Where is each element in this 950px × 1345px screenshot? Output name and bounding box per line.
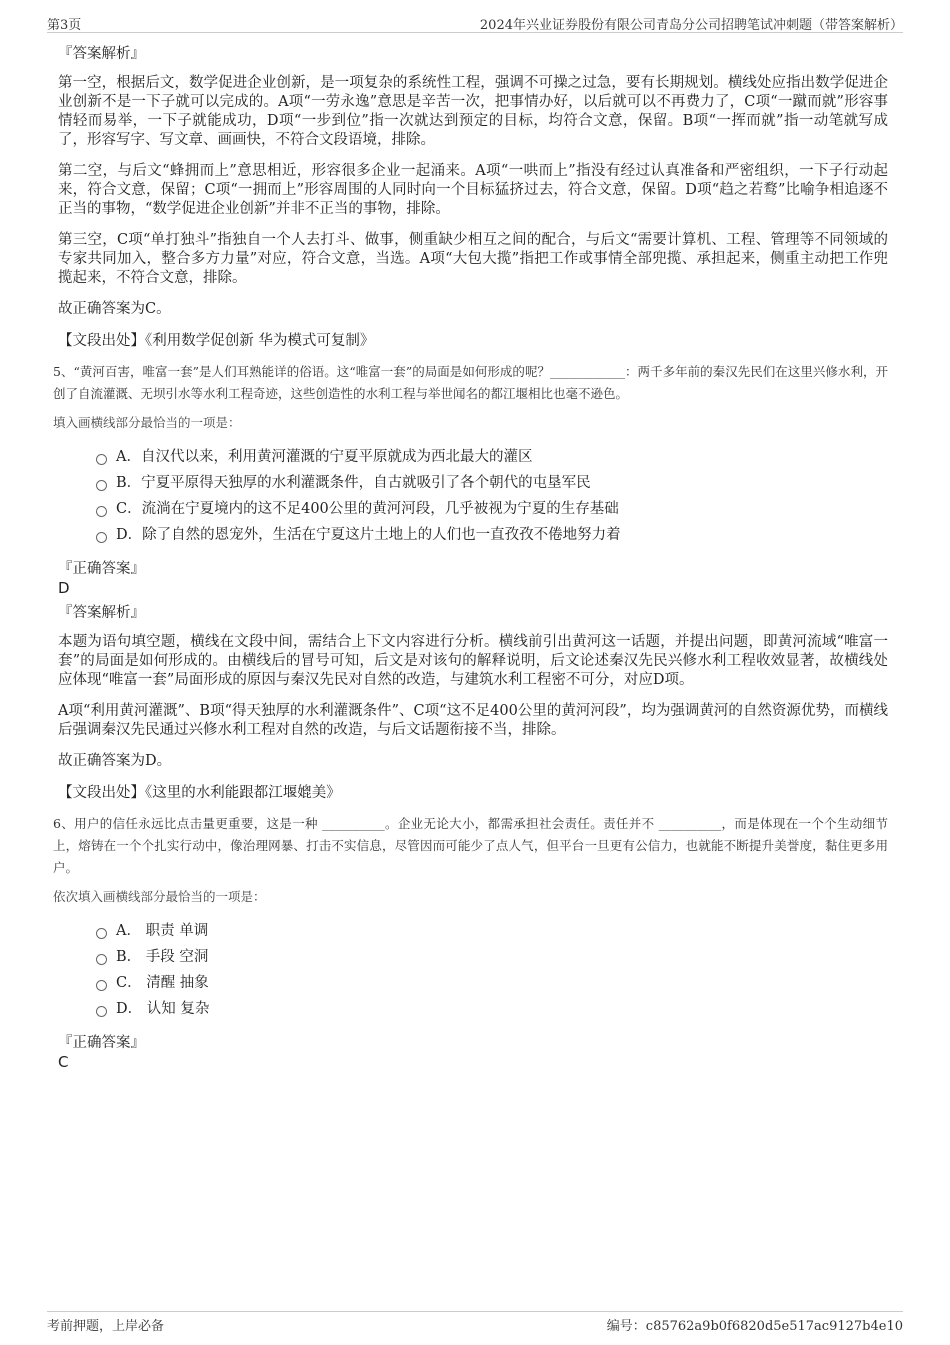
radio-icon[interactable] xyxy=(96,1006,107,1017)
q5-answer-label: 『正确答案』 xyxy=(58,561,145,577)
option-label: B． 手段 空洞 xyxy=(116,949,209,965)
radio-icon[interactable] xyxy=(96,954,107,965)
q4-analysis-label: 『答案解析』 xyxy=(58,46,145,62)
radio-icon[interactable] xyxy=(96,532,107,543)
q4-conclusion: 故正确答案为C。 xyxy=(58,301,171,317)
q5-question: 5、“黄河百害，唯富一套”是人们耳熟能详的俗语。这“唯富一套”的局面是如何形成的呢？____________：两千多年前的秦汉先民们在这里兴修水利，开创了自流灌溉、无坝引水等水利工程奇迹，这些创造性的水利工程与举世闻名的都江堰相比也毫不逊色。 xyxy=(53,364,888,401)
q5-option-b[interactable] xyxy=(96,473,888,499)
q5-option-d[interactable] xyxy=(96,525,888,551)
option-label: D．除了自然的恩宠外，生活在宁夏这片土地上的人们也一直孜孜不倦地努力着 xyxy=(116,527,621,543)
option-label: B．宁夏平原得天独厚的水利灌溉条件，自古就吸引了各个朝代的屯垦军民 xyxy=(116,475,591,491)
q6-answer-label: 『正确答案』 xyxy=(58,1035,145,1051)
option-label: C． 清醒 抽象 xyxy=(116,975,209,991)
q5-instruction: 填入画横线部分最恰当的一项是： xyxy=(53,415,241,430)
q6-option-d[interactable] xyxy=(96,999,888,1025)
q5-conclusion: 故正确答案为D。 xyxy=(58,753,172,769)
q4-analysis-paragraph: 第二空，与后文“蜂拥而上”意思相近，形容很多企业一起涌来。A项“一哄而上”指没有经过认真准备和严密组织，一下子行动起来，符合文意，保留；C项“一拥而上”形容周围的人同时向一个目标猛挤过去，符合文意，保留。D项“趋之若鹜”比喻争相追逐不正当的事物，“数学促进企业创新”并非不正当的事物，排除。 xyxy=(58,163,888,217)
q6-question: 6、用户的信任永远比点击量更重要，这是一种 __________。企业无论大小，都需承担社会责任。责任并不 __________，而是体现在一个个生动细节上，熔铸在一个个扎实行动中，像治理网暴、打击不实信息，尽管因而可能少了点人气，但平台一旦更有公信力，也就能不断提升美誉度，黏住更多用户。 xyxy=(53,816,888,875)
q4-analysis-paragraph: 第三空，C项“单打独斗”指独自一个人去打斗、做事，侧重缺少相互之间的配合，与后文“需要计算机、工程、管理等不同领域的专家共同加入，整合多方力量”对应，符合文意，当选。A项“大包大揽”指把工作或事情全部兜揽、承担起来，侧重主动把工作兜揽起来，不符合文意，排除。 xyxy=(58,232,888,286)
q5-analysis-paragraph: A项“利用黄河灌溉”、B项“得天独厚的水利灌溉条件”、C项“这不足400公里的黄河河段”，均为强调黄河的自然资源优势，而横线后强调秦汉先民通过兴修水利工程对自然的改造，与后文话题衔接不当，排除。 xyxy=(58,703,888,738)
q5-answer: D xyxy=(58,579,70,597)
q6-option-b[interactable] xyxy=(96,947,888,973)
q4-source: 【文段出处】《利用数学促创新 华为模式可复制》 xyxy=(58,333,375,349)
page-header xyxy=(47,12,903,33)
q6-instruction: 依次填入画横线部分最恰当的一项是： xyxy=(53,889,266,904)
radio-icon[interactable] xyxy=(96,928,107,939)
radio-icon[interactable] xyxy=(96,980,107,991)
radio-icon[interactable] xyxy=(96,506,107,517)
q6-options xyxy=(96,921,888,1025)
page-footer xyxy=(47,1311,903,1334)
radio-icon[interactable] xyxy=(96,454,107,465)
option-label: A．自汉代以来，利用黄河灌溉的宁夏平原就成为西北最大的灌区 xyxy=(116,449,533,465)
document-title: 2024年兴业证券股份有限公司青岛分公司招聘笔试冲刺题（带答案解析） xyxy=(479,18,903,33)
page-number: 第3页 xyxy=(47,18,82,33)
option-label: D． 认知 复杂 xyxy=(116,1001,210,1017)
option-label: A． 职责 单调 xyxy=(116,923,209,939)
q5-source: 【文段出处】《这里的水利能跟都江堰媲美》 xyxy=(58,785,341,801)
q4-analysis-paragraph: 第一空，根据后文，数学促进企业创新，是一项复杂的系统性工程，强调不可操之过急，要有长期规划。横线处应指出数学促进企业创新不是一下子就可以完成的。A项“一劳永逸”意思是辛苦一次，把事情办好，以后就可以不再费力了，C项“一蹴而就”形容事情轻而易举，一下子就能成功，D项“一步到位”指一次就达到预定的目标，均符合文意，保留。B项“一挥而就”指一动笔就写成了，形容写字、写文章、画画快，不符合文段语境，排除。 xyxy=(58,75,888,148)
q6-option-c[interactable] xyxy=(96,973,888,999)
q5-options xyxy=(96,447,888,551)
q6-option-a[interactable] xyxy=(96,921,888,947)
q5-option-a[interactable] xyxy=(96,447,888,473)
document-id: 编号：c85762a9b0f6820d5e517ac9127b4e10 xyxy=(606,1319,903,1334)
q5-analysis-label: 『答案解析』 xyxy=(58,605,145,621)
radio-icon[interactable] xyxy=(96,480,107,491)
q6-answer: C xyxy=(58,1053,69,1071)
q5-option-c[interactable] xyxy=(96,499,888,525)
option-label: C．流淌在宁夏境内的这不足400公里的黄河河段，几乎被视为宁夏的生存基础 xyxy=(116,501,619,517)
footer-slogan: 考前押题，上岸必备 xyxy=(47,1319,165,1334)
q5-analysis-paragraph: 本题为语句填空题，横线在文段中间，需结合上下文内容进行分析。横线前引出黄河这一话题，并提出问题，即黄河流域“唯富一套”的局面是如何形成的。由横线后的冒号可知，后文是对该句的解释说明，后文论述秦汉先民兴修水利工程收效显著，故横线处应体现“唯富一套”局面形成的原因与秦汉先民对自然的改造，与建筑水利工程密不可分，对应D项。 xyxy=(58,634,888,688)
document-body xyxy=(53,44,888,1077)
